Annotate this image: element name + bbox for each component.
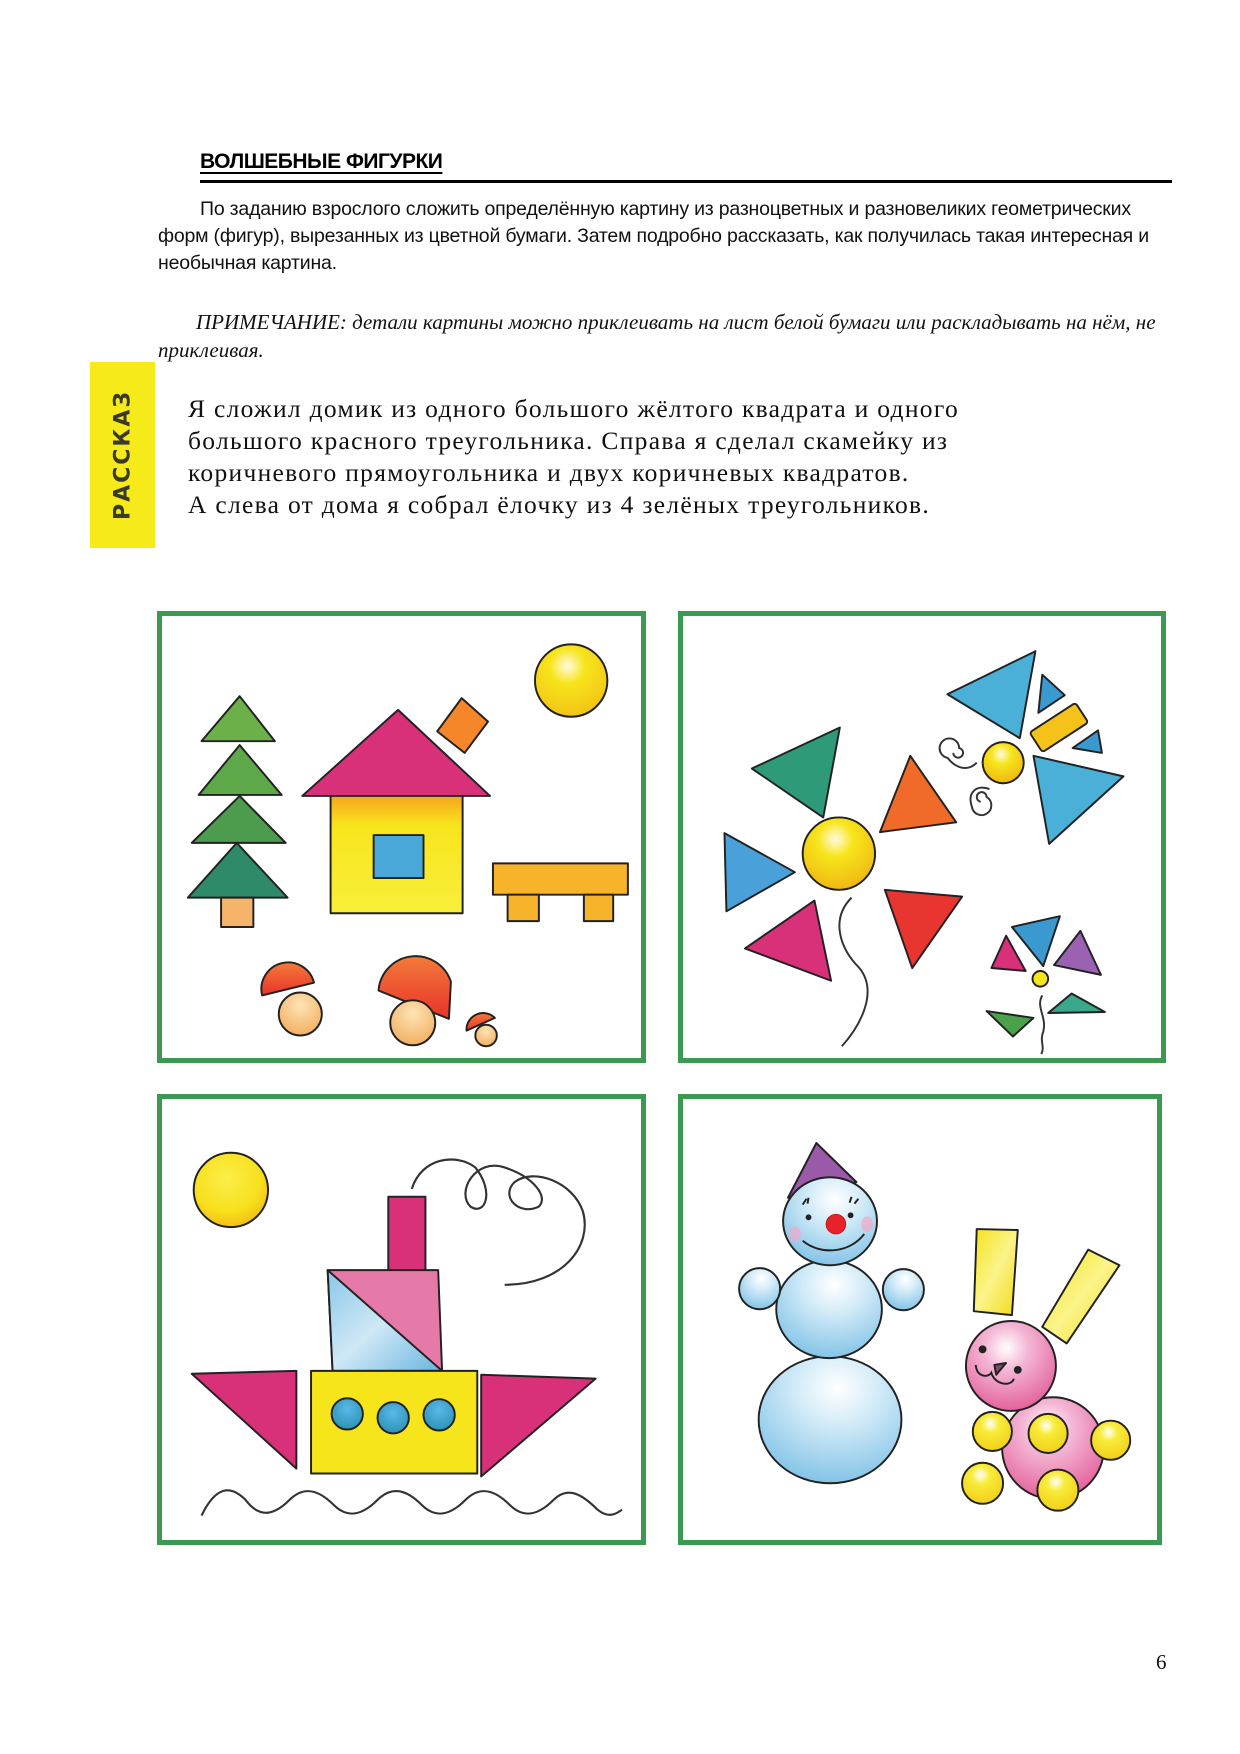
panel-snowman-bunny	[678, 1094, 1162, 1545]
story-line: коричневого прямоугольника и двух коричневых квадратов.	[188, 458, 910, 487]
flowers-illustration	[683, 616, 1161, 1058]
story-line: А слева от дома я собрал ёлочку из 4 зелёных треугольников.	[188, 490, 931, 519]
side-tab	[90, 362, 155, 548]
story-line: большого красного треугольника. Справа я сделал скамейку из	[188, 426, 949, 455]
title-row	[200, 146, 1172, 183]
wave-line	[202, 1490, 622, 1515]
sun-icon	[194, 1153, 268, 1227]
snowman-bunny-illustration	[683, 1099, 1157, 1540]
flower-center-icon	[803, 817, 875, 889]
panel-flowers	[678, 611, 1166, 1063]
panel-ship	[157, 1094, 646, 1545]
house-scene-illustration	[162, 616, 641, 1058]
note-paragraph	[158, 308, 1173, 364]
intro-text: По заданию взрослого сложить определённую картину из разноцветных и разновеликих геометрических форм (фигур), вырезанных из цветной бумаги. Затем подробно рассказать, как получилась такая интересная и необычная картина.	[158, 198, 1149, 274]
page-number: 6	[1156, 1650, 1167, 1674]
note-text: ПРИМЕЧАНИЕ: детали картины можно приклеивать на лист белой бумаги или раскладывать на нём, не приклеивая.	[158, 310, 1156, 362]
intro-paragraph	[158, 196, 1173, 277]
sun-icon	[535, 644, 607, 716]
page-title: ВОЛШЕБНЫЕ ФИГУРКИ	[200, 150, 443, 173]
ship-illustration	[162, 1099, 641, 1540]
side-tab-label: РАССКАЗ	[110, 389, 135, 521]
story-line: Я сложил домик из одного большого жёлтого квадрата и одного	[188, 394, 959, 423]
story-block	[188, 393, 1188, 521]
panel-house	[157, 611, 646, 1063]
smoke-curl	[412, 1160, 585, 1285]
